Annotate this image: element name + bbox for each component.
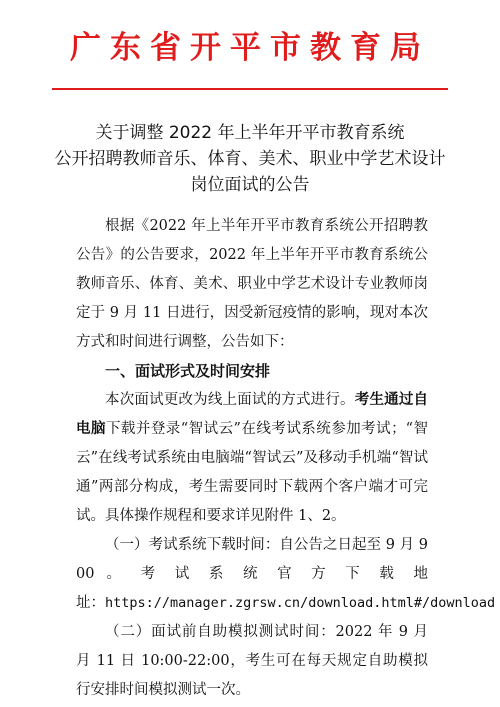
item-1-url-prefix: 址：: [76, 595, 105, 611]
title-line-3: 岗位面试的公告: [190, 175, 310, 195]
title-line-2: 公开招聘教师音乐、体育、美术、职业中学艺术设计: [54, 149, 446, 169]
letterhead-red-rule: [52, 88, 448, 90]
intro-line-5: 方式和时间进行调整，公告如下：: [76, 334, 294, 350]
item-2-line-2: 月 11 日 10:00-22:00，考生可在每天规定自助模拟: [76, 653, 428, 669]
section-1: [76, 357, 496, 705]
download-url-link[interactable]: https://manager.zgrsw.cn/download.html#/download: [105, 595, 496, 611]
para-plain-text: 下载并登录“智试云”在线考试系统参加考试；“智: [105, 421, 428, 437]
section-1-para-line-5: 试。具体操作规程和要求详见附件 1、2。: [76, 508, 346, 524]
intro-line-4: 定于 9 月 11 日进行，因受新冠疫情的影响，现对本次: [76, 305, 428, 321]
intro-line-3: 教师音乐、体育、美术、职业中学艺术设计专业教师岗: [76, 276, 428, 292]
intro-line-1: 根据《2022 年上半年开平市教育系统公开招聘教: [105, 218, 428, 234]
section-1-para-line-1: [76, 386, 428, 415]
section-1-para-line-4: 通”两部分构成，考生需要同时下载两个客户端才可完: [76, 479, 428, 495]
title-line-1: 关于调整 2022 年上半年开平市教育系统: [95, 123, 405, 143]
intro-paragraph: [76, 212, 428, 357]
item-2-line-1: （二）面试前自助模拟测试时间：2022 年 9 月: [105, 624, 428, 640]
item-2-line-3: 行安排时间模拟测试一次。: [76, 682, 250, 698]
section-1-para-line-2: [76, 415, 428, 444]
section-1-para-line-3: 云”在线考试系统由电脑端“智试云”及移动手机端“智试: [76, 450, 428, 466]
item-1-line-3: [76, 589, 496, 618]
para-bold-text: 考生通过自: [354, 392, 428, 408]
item-1-line-1: （一）考试系统下载时间：自公告之日起至 9 月 9: [105, 537, 428, 553]
letterhead-org-name: 广东省开平市教育局: [70, 30, 430, 66]
para-bold-text: 电脑: [76, 421, 106, 437]
intro-line-2: 公告》的公告要求，2022 年上半年开平市教育系统公: [76, 247, 428, 263]
section-1-heading: 一、面试形式及时间安排: [105, 362, 271, 380]
item-1-line-2: 00 。 考 试 系 统 官 方 下 载 地: [76, 566, 428, 582]
para-plain-text: 本次面试更改为线上面试的方式进行。: [105, 392, 355, 408]
notice-title: [0, 120, 500, 198]
